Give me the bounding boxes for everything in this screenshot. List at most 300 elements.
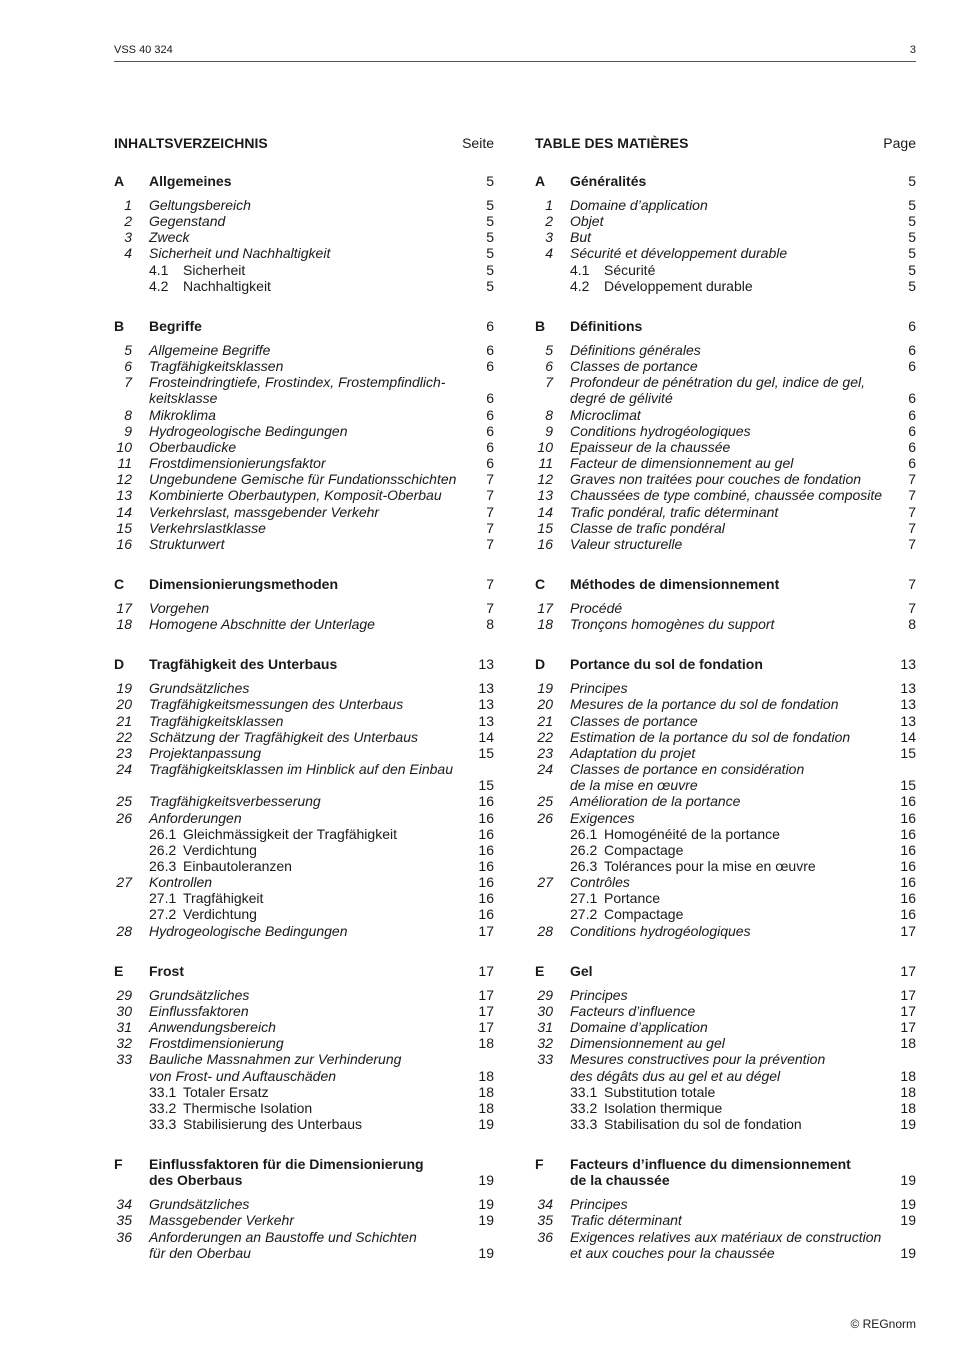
entry-page: 18: [900, 1099, 916, 1116]
entry-number: 26: [116, 809, 132, 826]
entry-page: 6: [486, 455, 494, 472]
entry-text: Classes de portance: [570, 712, 698, 729]
toc-entry[interactable]: [535, 536, 916, 552]
entry-text: degré de gélivité: [570, 390, 673, 407]
entry-text: Zweck: [149, 229, 190, 246]
toc-entry[interactable]: [535, 890, 916, 906]
toc-entry[interactable]: [114, 487, 494, 503]
toc-entry[interactable]: [535, 374, 916, 390]
entry-page: 6: [908, 341, 916, 358]
section-page: 19: [478, 1172, 494, 1189]
entry-number: 7: [545, 374, 553, 391]
toc-entry[interactable]: [535, 761, 916, 777]
entry-text: Exigences: [570, 809, 635, 826]
toc-entry[interactable]: [535, 197, 916, 213]
section-title: Dimensionierungsmethoden: [149, 575, 339, 592]
entry-text: Objet: [570, 213, 604, 230]
entry-text: Kombinierte Oberbautypen, Komposit-Oberbau: [149, 487, 442, 504]
entry-page: 15: [900, 744, 916, 761]
subentry-text: Tragfähigkeit: [183, 890, 264, 907]
section-page: 13: [478, 656, 494, 673]
toc-entry[interactable]: [535, 1019, 916, 1035]
toc-entry[interactable]: [535, 600, 916, 616]
entry-number: 30: [537, 1002, 553, 1019]
toc-entry[interactable]: [114, 229, 494, 245]
toc-entry[interactable]: [535, 278, 916, 294]
toc-entry[interactable]: [114, 777, 494, 793]
toc-entry[interactable]: [535, 1229, 916, 1245]
entry-text: von Frost- und Auftauschäden: [149, 1067, 337, 1084]
toc-entry[interactable]: [535, 262, 916, 278]
section-spacer: [114, 552, 494, 576]
section-title: Begriffe: [149, 317, 202, 334]
entry-text: Projektanpassung: [149, 744, 262, 761]
entry-text: Anforderungen: [149, 809, 242, 826]
entry-number: 35: [116, 1212, 132, 1229]
toc-title: INHALTSVERZEICHNIS: [114, 135, 268, 151]
entry-number: 25: [116, 793, 132, 810]
section-heading[interactable]: [114, 963, 494, 987]
toc-entry[interactable]: [535, 777, 916, 793]
toc-entry[interactable]: [114, 423, 494, 439]
entry-page: 19: [478, 1116, 494, 1133]
toc-entry[interactable]: [535, 729, 916, 745]
section-title-continued: des Oberbaus: [149, 1172, 243, 1189]
entry-text: Principes: [570, 680, 628, 697]
entry-page: 13: [900, 680, 916, 697]
section-title: Allgemeines: [149, 173, 232, 189]
entry-number: 7: [124, 374, 132, 391]
entry-text: Einflussfaktoren: [149, 1002, 249, 1019]
toc-entry[interactable]: [114, 696, 494, 712]
entry-text: Tronçons homogènes du support: [570, 616, 775, 633]
entry-number: 19: [537, 680, 553, 697]
toc-entry[interactable]: [535, 1084, 916, 1100]
entry-page: 5: [908, 245, 916, 262]
toc-entry[interactable]: [114, 842, 494, 858]
toc-entry[interactable]: [114, 1245, 494, 1261]
toc-entry[interactable]: [535, 407, 916, 423]
toc-entry[interactable]: [535, 1196, 916, 1212]
toc-entry[interactable]: [114, 1196, 494, 1212]
toc-entry[interactable]: [114, 761, 494, 777]
section-page: 6: [486, 317, 494, 334]
entry-page: 6: [486, 390, 494, 407]
section-title: Tragfähigkeit des Unterbaus: [149, 656, 338, 673]
entry-text: Gegenstand: [149, 213, 226, 230]
entry-page: 5: [486, 245, 494, 262]
entry-page: 18: [478, 1067, 494, 1084]
toc-entry[interactable]: [535, 680, 916, 696]
entry-page: 19: [900, 1244, 916, 1261]
toc-entry[interactable]: [535, 439, 916, 455]
section-heading[interactable]: [535, 173, 916, 197]
toc-entry[interactable]: [535, 1003, 916, 1019]
section-page: 19: [900, 1172, 916, 1189]
toc-entry[interactable]: [535, 745, 916, 761]
entry-page: 5: [908, 229, 916, 246]
section-letter: A: [114, 173, 125, 189]
entry-page: 18: [478, 1099, 494, 1116]
entry-text: Trafic déterminant: [570, 1212, 682, 1229]
toc-entry[interactable]: [114, 1116, 494, 1132]
entry-text: Classe de trafic pondéral: [570, 519, 725, 536]
entry-page: 18: [900, 1083, 916, 1100]
entry-page: 6: [908, 358, 916, 375]
entry-page: 5: [486, 277, 494, 294]
toc-entry[interactable]: [114, 1229, 494, 1245]
entry-text: Ungebundene Gemische für Fundationsschichten: [149, 471, 457, 488]
subentry-text: Sécurité: [604, 261, 656, 278]
toc-entry[interactable]: [535, 1100, 916, 1116]
subentry-text: Verdichtung: [183, 906, 257, 923]
subentry-text: Compactage: [604, 906, 684, 923]
entry-page: 19: [478, 1244, 494, 1261]
toc-title: TABLE DES MATIÈRES: [535, 135, 689, 151]
toc-entry[interactable]: [114, 439, 494, 455]
entry-text: Bauliche Massnahmen zur Verhinderung: [149, 1051, 402, 1068]
entry-number: 19: [116, 680, 132, 697]
toc-entry[interactable]: [535, 858, 916, 874]
toc-entry[interactable]: [535, 874, 916, 890]
entry-text: Valeur structurelle: [570, 535, 683, 552]
entry-text: Classes de portance: [570, 358, 698, 375]
toc-entry[interactable]: [114, 1019, 494, 1035]
toc-entry[interactable]: [114, 890, 494, 906]
entry-page: 18: [900, 1067, 916, 1084]
entry-number: 16: [537, 535, 553, 552]
toc-entry[interactable]: [114, 874, 494, 890]
toc-entry[interactable]: [114, 713, 494, 729]
entry-text: Tragfähigkeitsklassen: [149, 358, 284, 375]
toc-entry[interactable]: [114, 407, 494, 423]
toc-entry[interactable]: [114, 729, 494, 745]
entry-text: But: [570, 229, 592, 246]
page-number: 3: [909, 44, 916, 56]
toc-entry[interactable]: [114, 520, 494, 536]
section-heading[interactable]: [114, 173, 494, 197]
entry-number: 15: [537, 519, 553, 536]
entry-page: 17: [478, 986, 494, 1003]
entry-text: Hydrogeologische Bedingungen: [149, 922, 348, 939]
toc-entry[interactable]: [535, 826, 916, 842]
entry-text: Mikroklima: [149, 406, 216, 423]
toc-entry[interactable]: [114, 1084, 494, 1100]
subentry-number: 4.1: [570, 261, 590, 278]
entry-text: Verkehrslast, massgebender Verkehr: [149, 503, 380, 520]
toc-entry[interactable]: [535, 713, 916, 729]
entry-text: Conditions hydrogéologiques: [570, 422, 751, 439]
toc-entry[interactable]: [114, 1035, 494, 1051]
toc-entry[interactable]: [114, 600, 494, 616]
entry-page: 7: [486, 503, 494, 520]
toc-entry[interactable]: [114, 1100, 494, 1116]
entry-page: 5: [908, 277, 916, 294]
section-spacer: [535, 632, 916, 656]
entry-text: Contrôles: [570, 874, 630, 891]
section-heading[interactable]: [114, 318, 494, 342]
entry-text: Microclimat: [570, 406, 641, 423]
entry-page: 16: [900, 809, 916, 826]
entry-text: Principes: [570, 1196, 628, 1213]
entry-page: 17: [478, 1002, 494, 1019]
entry-page: 16: [900, 841, 916, 858]
entry-page: 17: [900, 922, 916, 939]
entry-page: 13: [478, 712, 494, 729]
entry-number: 17: [116, 599, 132, 616]
entry-page: 16: [478, 858, 494, 874]
section-heading[interactable]: [535, 318, 916, 342]
toc-entry[interactable]: [535, 1116, 916, 1132]
entry-text: Sécurité et développement durable: [570, 245, 788, 262]
section-letter: A: [535, 173, 546, 189]
section-page: 7: [908, 575, 916, 592]
subentry-number: 27.2: [149, 906, 177, 923]
section-heading[interactable]: [114, 576, 494, 600]
toc-entry[interactable]: [535, 504, 916, 520]
section-heading[interactable]: [535, 1156, 916, 1196]
toc-entry[interactable]: [114, 471, 494, 487]
entry-page: 17: [478, 1019, 494, 1036]
toc-entry[interactable]: [114, 826, 494, 842]
entry-number: 8: [124, 406, 132, 423]
section-title: Gel: [570, 962, 593, 979]
toc-entry[interactable]: [535, 1245, 916, 1261]
toc-entry[interactable]: [114, 1051, 494, 1067]
entry-number: 2: [545, 213, 553, 230]
entry-page: 19: [900, 1196, 916, 1213]
toc-entry[interactable]: [114, 278, 494, 294]
toc-entry[interactable]: [114, 680, 494, 696]
toc-entry[interactable]: [114, 374, 494, 390]
toc-entry[interactable]: [114, 536, 494, 552]
entry-page: 16: [478, 874, 494, 891]
entry-number: 6: [124, 358, 132, 375]
subentry-number: 26.2: [149, 841, 177, 858]
entry-page: 17: [478, 922, 494, 939]
toc-entry[interactable]: [535, 810, 916, 826]
toc-entry[interactable]: [535, 423, 916, 439]
toc-entry[interactable]: [535, 487, 916, 503]
toc-entry[interactable]: [114, 1212, 494, 1228]
page-column-label: Seite: [462, 135, 494, 151]
entry-number: 32: [116, 1035, 132, 1052]
section-heading[interactable]: [535, 963, 916, 987]
entry-text: Epaisseur de la chaussée: [570, 438, 731, 455]
toc-title-row: [114, 133, 494, 173]
subentry-number: 26.3: [149, 858, 177, 874]
entry-number: 22: [537, 728, 553, 745]
entry-text: Vorgehen: [149, 599, 210, 616]
toc-entry[interactable]: [114, 213, 494, 229]
toc-entry[interactable]: [114, 262, 494, 278]
page-header: [114, 44, 916, 62]
entry-page: 13: [900, 712, 916, 729]
entry-text: Tragfähigkeitsverbesserung: [149, 793, 321, 810]
entry-page: 15: [478, 744, 494, 761]
entry-number: 31: [537, 1019, 553, 1036]
entry-page: 5: [908, 261, 916, 278]
subentry-number: 4.2: [149, 277, 169, 294]
section-page: 5: [486, 173, 494, 189]
toc-entry[interactable]: [535, 1068, 916, 1084]
entry-number: 9: [124, 422, 132, 439]
entry-page: 5: [486, 197, 494, 213]
subentry-text: Sicherheit: [183, 261, 246, 278]
toc-entry[interactable]: [114, 810, 494, 826]
entry-number: 21: [116, 712, 132, 729]
toc-entry[interactable]: [114, 455, 494, 471]
subentry-text: Tolérances pour la mise en œuvre: [604, 858, 816, 874]
entry-text: für den Oberbau: [149, 1244, 251, 1261]
entry-number: 14: [116, 503, 132, 520]
section-letter: D: [114, 656, 125, 673]
entry-number: 12: [116, 471, 132, 488]
entry-number: 30: [116, 1002, 132, 1019]
entry-number: 14: [537, 503, 553, 520]
entry-number: 13: [537, 487, 553, 504]
subentry-text: Compactage: [604, 841, 684, 858]
subentry-text: Portance: [604, 890, 661, 907]
section-title: Einflussfaktoren für die Dimensionierung: [149, 1156, 424, 1173]
entry-number: 33: [537, 1051, 553, 1068]
toc-entry[interactable]: [535, 906, 916, 922]
entry-page: 6: [486, 358, 494, 375]
entry-text: Domaine d’application: [570, 1019, 708, 1036]
toc-entry[interactable]: [535, 471, 916, 487]
toc-entry[interactable]: [535, 1051, 916, 1067]
entry-number: 16: [116, 535, 132, 552]
entry-text: Facteur de dimensionnement au gel: [570, 455, 794, 472]
section-title: Définitions: [570, 317, 643, 334]
entry-page: 6: [908, 455, 916, 472]
entry-number: 36: [116, 1228, 132, 1245]
section-heading[interactable]: [114, 656, 494, 680]
subentry-text: Homogénéité de la portance: [604, 825, 780, 842]
entry-text: Schätzung der Tragfähigkeit des Unterbaus: [149, 728, 419, 745]
entry-page: 5: [486, 213, 494, 230]
toc-entry[interactable]: [535, 793, 916, 809]
entry-number: 26: [537, 809, 553, 826]
entry-text: Procédé: [570, 599, 623, 616]
entry-number: 24: [116, 761, 132, 778]
entry-page: 6: [486, 406, 494, 423]
toc-entry[interactable]: [114, 358, 494, 374]
subentry-number: 33.2: [149, 1099, 177, 1116]
entry-text: Kontrollen: [149, 874, 213, 891]
entry-text: des dégâts dus au gel et au dégel: [570, 1067, 781, 1084]
entry-number: 28: [537, 922, 553, 939]
entry-page: 13: [478, 680, 494, 697]
entry-text: et aux couches pour la chaussée: [570, 1244, 775, 1261]
subentry-number: 27.1: [570, 890, 598, 907]
toc-french: [535, 133, 916, 1261]
entry-page: 7: [486, 471, 494, 488]
subentry-number: 4.1: [149, 261, 169, 278]
entry-page: 16: [478, 890, 494, 907]
section-heading[interactable]: [535, 576, 916, 600]
toc-entry[interactable]: [114, 197, 494, 213]
entry-page: 16: [478, 841, 494, 858]
section-spacer: [114, 632, 494, 656]
entry-text: Verkehrslastklasse: [149, 519, 266, 536]
toc-entry[interactable]: [114, 616, 494, 632]
toc-entry[interactable]: [114, 906, 494, 922]
entry-page: 8: [486, 616, 494, 633]
toc-entry[interactable]: [535, 616, 916, 632]
subentry-text: Substitution totale: [604, 1083, 716, 1100]
entry-page: 7: [486, 535, 494, 552]
section-letter: E: [114, 962, 124, 979]
toc-entry[interactable]: [535, 987, 916, 1003]
entry-page: 13: [478, 696, 494, 713]
entry-text: Tragfähigkeitsklassen im Hinblick auf den Einbau: [149, 761, 454, 778]
subentry-number: 33.2: [570, 1099, 598, 1116]
subentry-text: Développement durable: [604, 277, 753, 294]
toc-entry[interactable]: [114, 504, 494, 520]
toc-entry[interactable]: [114, 1068, 494, 1084]
toc-entry[interactable]: [535, 923, 916, 939]
entry-page: 6: [908, 438, 916, 455]
section-page: 7: [486, 575, 494, 592]
toc-entry[interactable]: [535, 1035, 916, 1051]
entry-text: Tragfähigkeitsmessungen des Unterbaus: [149, 696, 404, 713]
subentry-text: Isolation thermique: [604, 1099, 723, 1116]
toc-entry[interactable]: [535, 342, 916, 358]
toc-entry[interactable]: [535, 1212, 916, 1228]
entry-number: 29: [537, 986, 553, 1003]
entry-number: 28: [116, 922, 132, 939]
section-heading[interactable]: [535, 656, 916, 680]
entry-page: 16: [900, 793, 916, 810]
toc-entry[interactable]: [114, 390, 494, 406]
subentry-text: Verdichtung: [183, 841, 257, 858]
toc-entry[interactable]: [114, 342, 494, 358]
toc-entry[interactable]: [535, 229, 916, 245]
subentry-number: 4.2: [570, 277, 590, 294]
toc-entry[interactable]: [535, 520, 916, 536]
toc-entry[interactable]: [535, 213, 916, 229]
toc-entry[interactable]: [114, 1003, 494, 1019]
entry-number: 34: [116, 1196, 132, 1213]
entry-number: 15: [116, 519, 132, 536]
toc-entry[interactable]: [535, 245, 916, 261]
toc-entry[interactable]: [535, 390, 916, 406]
entry-number: 12: [537, 471, 553, 488]
entry-text: Définitions générales: [570, 341, 701, 358]
toc-entry[interactable]: [114, 245, 494, 261]
toc-entry[interactable]: [114, 858, 494, 874]
toc-entry[interactable]: [114, 793, 494, 809]
entry-page: 7: [486, 487, 494, 504]
entry-page: 18: [478, 1083, 494, 1100]
toc-entry[interactable]: [114, 923, 494, 939]
entry-page: 15: [478, 777, 494, 794]
toc-entry[interactable]: [535, 842, 916, 858]
subentry-text: Totaler Ersatz: [183, 1083, 269, 1100]
toc-entry[interactable]: [535, 358, 916, 374]
section-heading[interactable]: [114, 1156, 494, 1196]
section-letter: B: [114, 317, 125, 334]
toc-entry[interactable]: [114, 745, 494, 761]
toc-entry[interactable]: [535, 455, 916, 471]
entry-page: 17: [900, 1019, 916, 1036]
entry-number: 10: [537, 438, 553, 455]
toc-entry[interactable]: [535, 696, 916, 712]
entry-number: 4: [124, 245, 132, 262]
section-title-continued: de la chaussée: [570, 1172, 670, 1189]
toc-entry[interactable]: [114, 987, 494, 1003]
